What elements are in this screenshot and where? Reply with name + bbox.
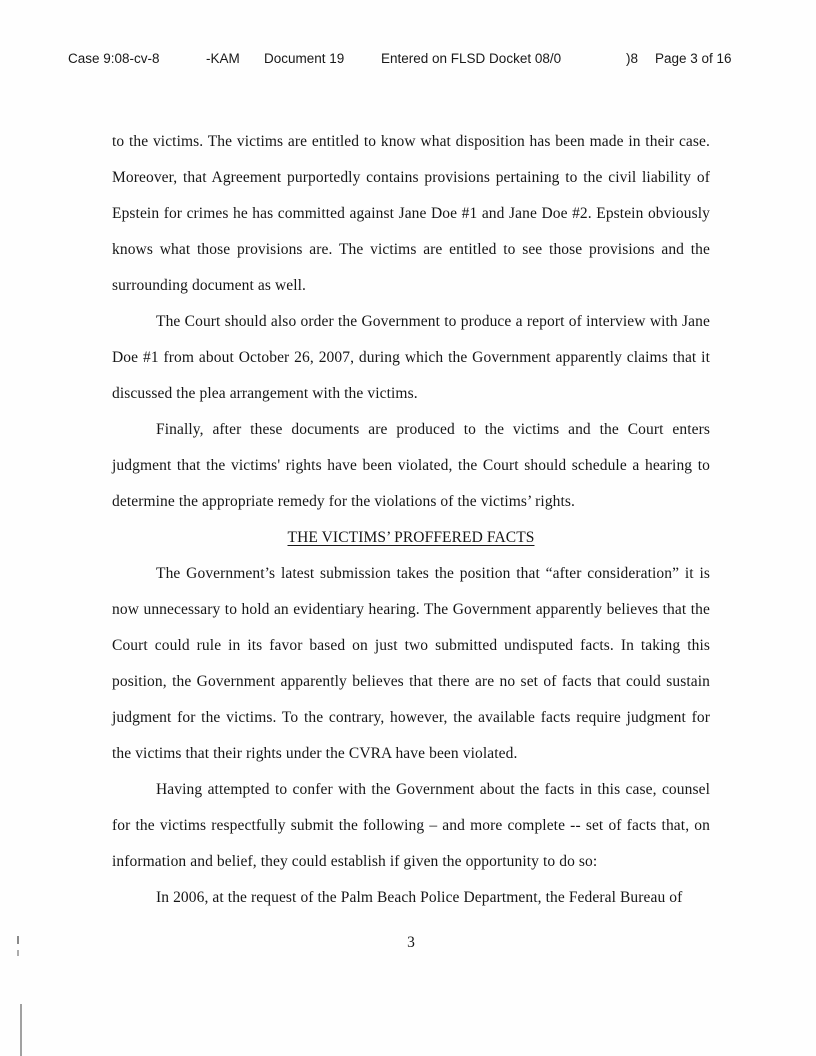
document-label: Document 19 bbox=[264, 51, 345, 66]
scan-artifact bbox=[20, 1004, 22, 1056]
case-number: Case 9:08-cv-8 bbox=[68, 51, 160, 66]
docket-entry-label: Entered on FLSD Docket 08/0 bbox=[381, 51, 562, 66]
section-heading: THE VICTIMS’ PROFFERED FACTS bbox=[287, 529, 535, 546]
page-number: 3 bbox=[407, 934, 415, 951]
paragraph: Having attempted to confer with the Government about the facts in this case, counsel for the victims respectfully submit the following – and more complete -- set of facts that, on information and belief, they could establish if given the opportunity to do so: bbox=[112, 781, 710, 870]
docket-stamp bbox=[0, 51, 816, 71]
scan-artifact bbox=[17, 950, 19, 956]
paragraph: The Government’s latest submission takes the position that “after consideration” it is now unnecessary to hold an evidentiary hearing. The Government apparently believes that the Court could rule in its favor based on just two submitted undisputed facts. In taking this position, the Government apparently believes that there are no set of facts that could sustain judgment for the victims. To the contrary, however, the available facts require judgment for the victims that their rights under the CVRA have been violated. bbox=[112, 565, 710, 762]
scan-artifact bbox=[17, 936, 19, 944]
page-label: Page 3 of 16 bbox=[655, 51, 732, 66]
paragraph: to the victims. The victims are entitled to know what disposition has been made in their case. Moreover, that Agreement purportedly contains provisions pertaining to the civil liability of Epstein for crimes he has committed against Jane Doe #1 and Jane Doe #2. Epstein obviously knows what those provisions are. The victims are entitled to see those provisions and the surrounding document as well. bbox=[112, 133, 710, 294]
paragraph: In 2006, at the request of the Palm Beach Police Department, the Federal Bureau of bbox=[156, 889, 683, 906]
case-number-suffix: -KAM bbox=[206, 51, 240, 66]
docket-entry-suffix: )8 bbox=[626, 51, 639, 66]
document-body bbox=[112, 124, 710, 916]
paragraph: The Court should also order the Government to produce a report of interview with Jane Doe #1 from about October 26, 2007, during which the Government apparently claims that it discussed the plea arrangement with the victims. bbox=[112, 313, 710, 402]
paragraph: Finally, after these documents are produced to the victims and the Court enters judgment that the victims' rights have been violated, the Court should schedule a hearing to determine the appropriate remedy for the violations of the victims’ rights. bbox=[112, 421, 710, 510]
